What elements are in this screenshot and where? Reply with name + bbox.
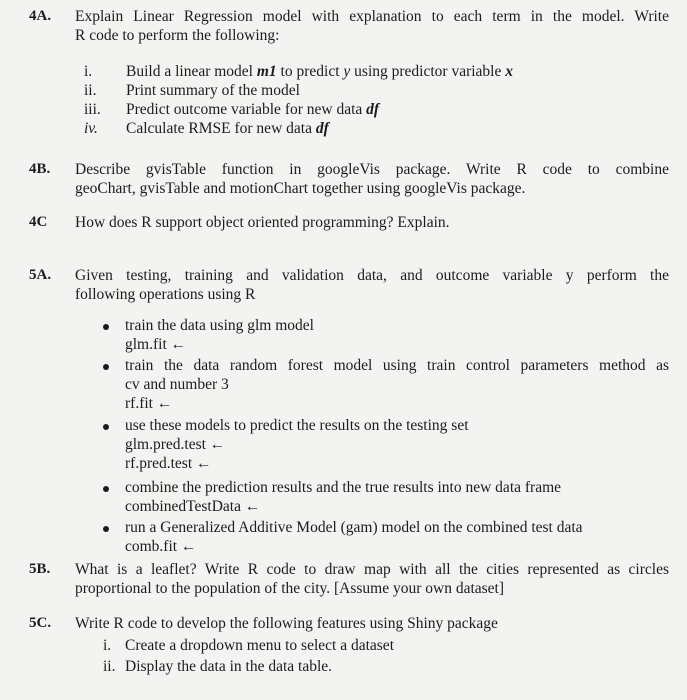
question-number: 4B. <box>29 161 51 177</box>
question-line: What is a leaflet? Write R code to draw map with all the cities represented as circles <box>75 561 669 578</box>
question-number: 4A. <box>29 8 52 24</box>
bullet-item: use these models to predict the results on the testing set glm.pred.test ← rf.pred.test ← <box>125 417 469 472</box>
question-text <box>75 160 669 198</box>
question-number: 5B. <box>29 561 51 577</box>
question-line: Explain Linear Regression model with explanation to each term in the model. Write <box>75 8 669 25</box>
bullet-item: train the data using glm model glm.fit ← <box>125 317 314 353</box>
sub-item: iii. Predict outcome variable for new data df <box>84 101 380 118</box>
bullet-dot <box>103 526 109 532</box>
question-line: proportional to the population of the city. [Assume your own dataset] <box>75 580 505 597</box>
sub-item: ii. Print summary of the model <box>84 82 300 99</box>
question-number: 5A. <box>29 267 52 283</box>
question-text <box>75 266 669 304</box>
sub-item: ii. Display the data in the data table. <box>103 658 333 675</box>
bullet-dot <box>103 364 109 370</box>
question-text <box>75 560 669 598</box>
bullet-dot <box>103 486 109 492</box>
sub-item: i. Build a linear model m1 to predict y using predictor variable x <box>84 63 513 80</box>
question-line: Describe gvisTable function in googleVis package. Write R code to combine <box>75 161 669 178</box>
question-number: 4C <box>29 214 48 230</box>
bullet-dot <box>103 424 109 430</box>
bullet-item: run a Generalized Additive Model (gam) model on the combined test data comb.fit ← <box>125 519 583 555</box>
sub-item: i. Create a dropdown menu to select a dataset <box>103 637 394 654</box>
question-line: Given testing, training and validation data, and outcome variable y perform the <box>75 267 669 284</box>
question-line: geoChart, gvisTable and motionChart together using googleVis package. <box>75 180 526 197</box>
question-text <box>75 7 669 45</box>
question-line: Write R code to develop the following features using Shiny package <box>75 615 498 632</box>
bullet-dot <box>103 324 109 330</box>
sub-item: iv. Calculate RMSE for new data df <box>84 120 329 137</box>
question-text <box>75 614 669 633</box>
bullet-item: train the data random forest model using train control parameters method as cv and number 3 rf.fit ← <box>125 357 669 412</box>
question-text <box>75 213 669 232</box>
question-number: 5C. <box>29 615 52 631</box>
question-line: following operations using R <box>75 286 256 303</box>
bullet-item: combine the prediction results and the true results into new data frame combinedTestData ← <box>125 479 562 515</box>
question-line: R code to perform the following: <box>75 27 280 44</box>
question-line: How does R support object oriented programming? Explain. <box>75 214 450 231</box>
